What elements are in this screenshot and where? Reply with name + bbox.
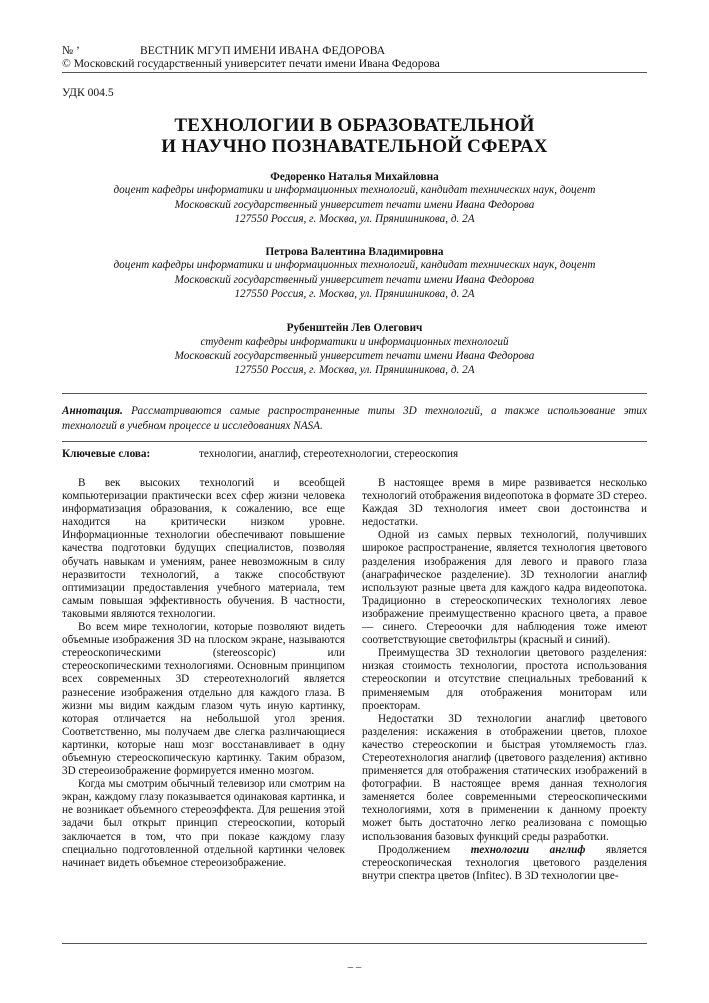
abstract-text: Рассматриваются самые распространенные типы 3D технологий, а также использование этих технологий в учебном процессе и исследованиях NASA. xyxy=(62,405,647,432)
author-position: доцент кафедры информатики и информационных технологий, кандидат технических наук, доцент xyxy=(113,184,596,196)
author-name: Рубенштейн Лев Олегович xyxy=(286,322,423,334)
abstract-top-rule xyxy=(62,393,647,394)
paragraph: Недостатки 3D технологии анаглиф цветового разделения: искажения в отображении цветов, плохое качество стереоскопии и быстрая утомляемость глаз. Стереотехнология анаглиф (цветового разделения) активно применяется для отображения статических изображений в фотографии. В настоящее время данная технология заменяется более современными стереоскопическими технологиями, хотя в применении к данному проекту может быть достаточно легко реализована с помощью использования базовых функций среды разработки. xyxy=(362,712,647,843)
abstract xyxy=(62,404,647,434)
keywords-text: технологии, анаглиф, стереотехнологии, стереоскопия xyxy=(199,448,459,460)
paragraph: Одной из самых первых технологий, получивших широкое распространение, является технология цветового разделения изображения для левого и правого глаза (анаграфическое разделение). 3D технологии анаглиф используют разные цвета для каждого кадра видеопотока. Традиционно в стереоскопических технологиях левое изображение преимущественно красного цвета, а правое — синего. Стереоочки для наблюдения тоже имеют соответствующие светофильтры (красный и синий). xyxy=(362,529,647,647)
paragraph: В век высоких технологий и всеобщей компьютеризации практически всех сфер жизни человека информатизация образования, к сожалению, все еще находится на критически низком уровне. Информационные технологии обеспечивают повышение качества подготовки будущих специалистов, позволяя обучать навыкам и умениям, ранее невозможным в силу неразвитости технологий, а также способствуют оптимизации предоставления учебного материала, тем самым повышая эффективность обучения. В частности, таковыми являются технологии. xyxy=(62,477,345,620)
udk-code: УДК 004.5 xyxy=(62,86,114,99)
right-column xyxy=(362,477,647,883)
author-address: 127550 Россия, г. Москва, ул. Прянишникова, д. 2А xyxy=(234,288,475,300)
paragraph: Преимущества 3D технологии цветового разделения: низкая стоимость технологии, простота использования стереоскопии и отсутствие специальных требований к применяемым для отображения мониторам или проекторам. xyxy=(362,647,647,712)
paragraph-lead: Продолжением xyxy=(378,843,471,856)
paragraph: В настоящее время в мире развивается несколько технологий отображения видеопотока в формате 3D стерео. Каждая 3D технология имеет свои достоинства и недостатки. xyxy=(362,477,648,529)
issue-number: № ’ xyxy=(62,44,80,57)
paragraph: Во всем мире технологии, которые позволяют видеть объемные изображения 3D на плоском экране, называются стереоскопическими (stereoscopic) или стереоскопическими технологиями. Основным принципом всех современных 3D стереотехнологий является разнесение изображения отдельно для каждого глаза. В жизни мы видим каждым глазом чуть иную картинку, которая отличается на небольшой угол зрения. Соответственно, мы получаем две слегка различающиеся картинки, которые наш мозг восстанавливает в одну объемную стереоскопическую картинку. Таким образом, 3D стереоизображение формируется именно мозгом. xyxy=(62,621,345,778)
paragraph-rest: является стереоскопическая технология цветового разделения внутри спектра цветов (Infitec). В 3D технологии цве- xyxy=(362,843,647,882)
article-title-line-2: И НАУЧНО ПОЗНАВАТЕЛЬНОЙ СФЕРАХ xyxy=(161,136,548,157)
author-university: Московский государственный университет печати имени Ивана Федорова xyxy=(174,350,535,362)
author-address: 127550 Россия, г. Москва, ул. Прянишникова, д. 2А xyxy=(234,364,475,376)
author-name: Федоренко Наталья Михайловна xyxy=(270,171,439,183)
left-column xyxy=(62,477,345,870)
paragraph xyxy=(362,844,647,883)
emphasized-term: технологии англиф xyxy=(470,843,586,856)
keywords-label: Ключевые слова: xyxy=(62,448,151,460)
abstract-label: Аннотация. xyxy=(62,405,123,417)
footer-rule xyxy=(62,943,647,944)
author-university: Московский государственный университет печати имени Ивана Федорова xyxy=(174,274,535,286)
author-address: 127550 Россия, г. Москва, ул. Прянишникова, д. 2А xyxy=(234,213,475,225)
paragraph: Когда мы смотрим обычный телевизор или смотрим на экран, каждому глазу показывается одинаковая картинка, и не возникает объемного стереоэффекта. Для решения этой задачи был открыт принцип стереоскопии, который заключается в том, что при показе каждому глазу специально подготовленной отдельной картинки человек начинает видеть объемное стереоизображение. xyxy=(62,778,345,869)
abstract-bottom-rule xyxy=(62,441,647,442)
journal-title: ВЕСТНИК МГУП ИМЕНИ ИВАНА ФЕДОРОВА xyxy=(140,44,386,57)
author-university: Московский государственный университет печати имени Ивана Федорова xyxy=(174,199,535,211)
author-position: студент кафедры информатики и информационных технологий xyxy=(200,336,509,348)
author-position: доцент кафедры информатики и информационных технологий, кандидат технических наук, доцент xyxy=(113,259,596,271)
header-rule xyxy=(62,72,647,73)
article-title-line-1: ТЕХНОЛОГИИ В ОБРАЗОВАТЕЛЬНОЙ xyxy=(174,115,535,136)
author-name: Петрова Валентина Владимировна xyxy=(265,246,444,258)
copyright-line: © Московский государственный университет печати имени Ивана Федорова xyxy=(62,57,440,70)
page-number: – – xyxy=(347,961,362,973)
